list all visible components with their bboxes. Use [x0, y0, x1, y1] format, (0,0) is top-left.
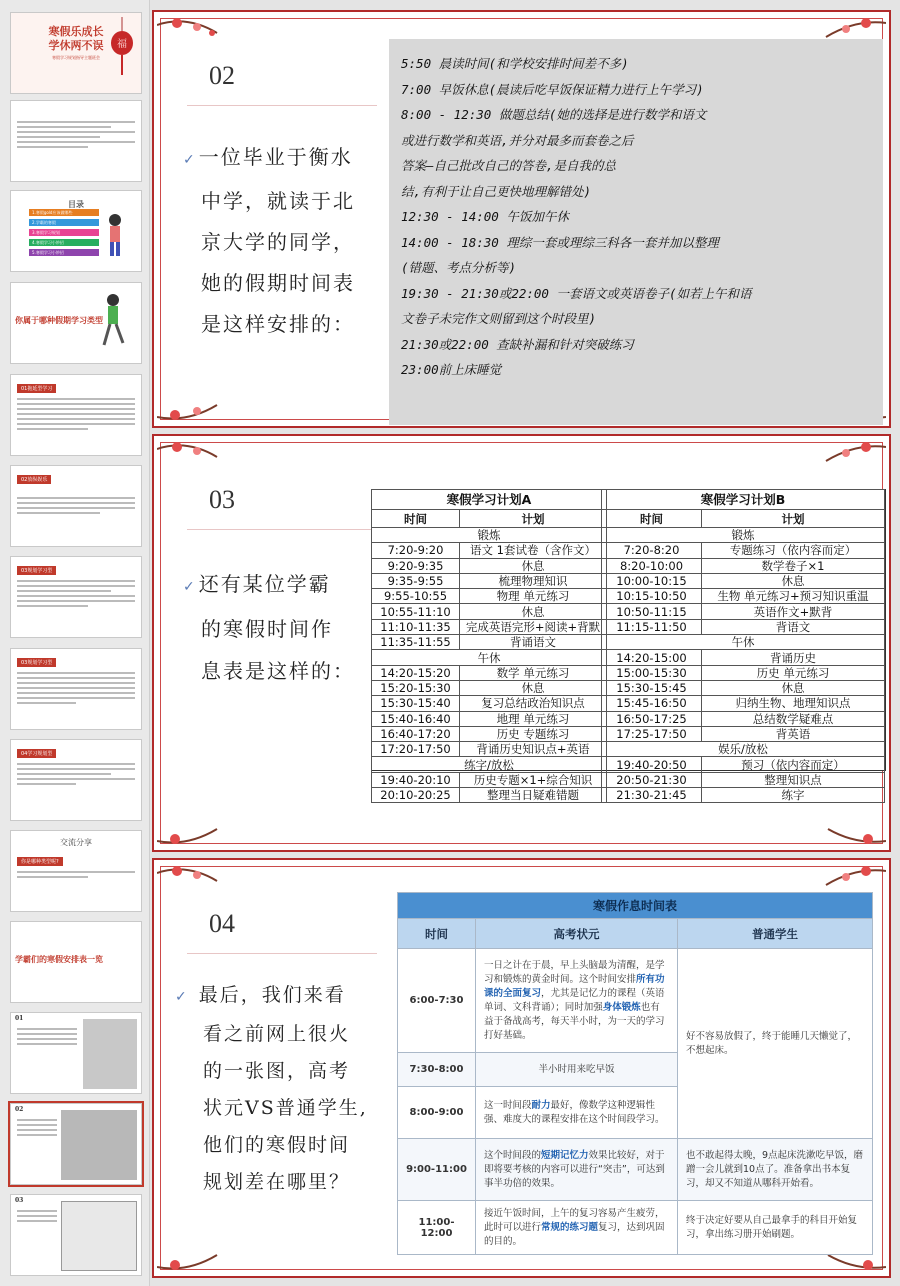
cell-text: 这一时间段: [484, 1099, 532, 1111]
lantern-icon: [107, 17, 137, 77]
plan-task: 背语文: [702, 619, 885, 634]
toc-item: 5.寒假学习小妙招: [29, 249, 99, 256]
plan-task: 历史 单元练习: [702, 665, 885, 680]
col-plan: 计划: [460, 510, 607, 528]
table-row: [398, 949, 873, 1053]
plan-row: [372, 788, 607, 803]
table-row: [398, 1201, 873, 1255]
cell-text: 复习，达到巩固的目的。: [484, 1221, 665, 1247]
plan-row: [372, 604, 607, 619]
plan-time: 15:20-15:30: [372, 680, 460, 695]
plan-row: [372, 665, 607, 680]
plan-time: 9:55-10:55: [372, 589, 460, 604]
plan-task: 生物 单元练习+预习知识重温: [702, 589, 885, 604]
plan-time: 10:00-10:15: [602, 573, 702, 588]
thumbnail-slide-9[interactable]: [10, 739, 142, 821]
plan-row: [602, 528, 885, 543]
plan-row: [372, 680, 607, 695]
handwriting-line: 或进行数学和英语,并分对最多而套卷之后: [401, 132, 634, 148]
plan-row: [372, 619, 607, 634]
thumb-image: [61, 1201, 137, 1271]
row-time: 7:30-8:00: [398, 1053, 476, 1087]
divider: [187, 953, 377, 954]
plan-time: 15:00-15:30: [602, 665, 702, 680]
thumbnail-slide-14[interactable]: [10, 1194, 142, 1276]
thumbnail-slide-10[interactable]: [10, 830, 142, 912]
col-time: 时间: [372, 510, 460, 528]
plan-task: 背英语: [702, 726, 885, 741]
plan-task: 地理 单元练习: [460, 711, 607, 726]
slide-frame: [160, 866, 883, 1270]
row-time: 8:00-9:00: [398, 1087, 476, 1139]
plan-row: [602, 604, 885, 619]
divider: [187, 105, 377, 106]
handwriting-line: (错题、考点分析等): [401, 260, 517, 275]
body-line: 一位毕业于衡水: [198, 145, 353, 169]
thumb-title-line1: 寒假乐成长: [48, 25, 104, 38]
plan-task: 背诵语文: [460, 635, 607, 650]
plan-time: 15:30-15:40: [372, 696, 460, 711]
body-line: 息表是这样的：: [201, 659, 355, 683]
plan-row: [372, 589, 607, 604]
plan-task: 背诵历史知识点+英语: [460, 742, 607, 757]
thumbnail-slide-3[interactable]: [10, 190, 142, 272]
cell-text: ，尤其是记忆力的课程（英语单词、文科背诵）；同时加强: [484, 987, 665, 1013]
plum-blossom-decoration: [157, 863, 227, 903]
plan-task: 总结数学疑难点: [702, 711, 885, 726]
toc-item: 1.寒假gold应该做哪些: [29, 209, 99, 216]
thumb-title-line2: 学休两不误: [48, 39, 104, 52]
handwriting-line: 23:00前上床睡觉: [401, 362, 502, 377]
thumb-tag: 02放纵娱乐: [17, 475, 51, 484]
plan-task: 休息: [702, 573, 885, 588]
plan-time: 10:15-10:50: [602, 589, 702, 604]
row-normal-student: 好不容易放假了，终于能睡几天懒觉了，不想起床。: [678, 949, 873, 1139]
plan-time: 20:50-21:30: [602, 772, 702, 787]
plan-time: 7:20-9:20: [372, 543, 460, 558]
handwriting-line: 答案—自己批改自己的答卷,是自我的总: [401, 158, 617, 173]
plan-row: [372, 573, 607, 588]
plan-row: [602, 696, 885, 711]
plan-activity: 午休: [602, 635, 885, 650]
toc-item: 3.寒假学习规划: [29, 229, 99, 236]
thumb-number: 02: [15, 1106, 24, 1113]
plum-blossom-decoration: [816, 807, 886, 847]
body-line: 她的假期时间表: [201, 271, 355, 295]
plan-row: [602, 573, 885, 588]
cell-text: 也有益于备战高考，每天半小时，为一天的学习打好基础。: [484, 1001, 665, 1041]
plan-task: 休息: [460, 604, 607, 619]
plan-task: 休息: [702, 680, 885, 695]
runner-figure-icon: [99, 293, 127, 353]
plan-time: 10:50-11:15: [602, 604, 702, 619]
plan-task: 归纳生物、地理知识点: [702, 696, 885, 711]
thumb-section-title: 学霸们的寒假安排表一览: [15, 954, 103, 964]
handwriting-line: 8:00 - 12:30 做题总结(她的选择是进行数学和语文: [401, 107, 707, 122]
plum-blossom-decoration: [816, 439, 886, 479]
thumbnail-slide-2[interactable]: [10, 100, 142, 182]
plan-time: 11:15-11:50: [602, 619, 702, 634]
study-plan-b-table: [601, 489, 885, 803]
row-top-scorer: [476, 949, 678, 1053]
body-line: 还有某位学霸: [198, 572, 331, 596]
plan-task: 数学卷子×1: [702, 558, 885, 573]
thumb-section-title: 你属于哪种假期学习类型: [15, 315, 103, 325]
plan-activity: 午休: [372, 650, 607, 665]
handwriting-line: 12:30 - 14:00 午饭加午休: [401, 209, 569, 224]
checkmark-icon: ✓: [183, 579, 197, 595]
col-plan: 计划: [702, 510, 885, 528]
slide-body-text: [183, 137, 355, 345]
plan-time: 16:50-17:25: [602, 711, 702, 726]
plan-time: 17:25-17:50: [602, 726, 702, 741]
handwriting-line: 7:00 早饭休息(晨读后吃早饭保证精力进行上午学习): [401, 81, 704, 97]
plan-time: 10:55-11:10: [372, 604, 460, 619]
plum-blossom-decoration: [157, 439, 227, 479]
cell-text: 这个时间段的: [484, 1149, 542, 1161]
plan-row: [372, 558, 607, 573]
slide-number: 02: [209, 61, 235, 90]
plan-task: 预习（依内容而定）: [702, 757, 885, 772]
svg-text:福: 福: [117, 39, 127, 50]
plan-row: [602, 650, 885, 665]
plan-row: [602, 680, 885, 695]
body-line: 看之前网上很火: [203, 1023, 351, 1045]
plan-activity: 锻炼: [372, 528, 607, 543]
slide-frame: [160, 442, 883, 844]
body-line: 的寒假时间作: [201, 617, 333, 641]
slide-03: [152, 434, 891, 852]
thumbnail-slide-12[interactable]: [10, 1012, 142, 1094]
thumb-subtitle: 寒假学习规划指导主题班会: [52, 55, 100, 60]
plan-time: 21:30-21:45: [602, 788, 702, 803]
thumb-number: 03: [15, 1197, 24, 1204]
row-time: 11:00-12:00: [398, 1201, 476, 1255]
plan-row: [602, 635, 885, 650]
plan-time: 7:20-8:20: [602, 543, 702, 558]
plan-time: 9:20-9:35: [372, 558, 460, 573]
checkmark-icon: ✓: [175, 989, 189, 1005]
body-line: 最后，我们来看: [198, 984, 346, 1006]
row-top-scorer: [476, 1139, 678, 1201]
table-title: 寒假作息时间表: [398, 893, 873, 919]
cell-text: 效果比较好，对于即将要考核的内容可以进行“突击”，可达到事半功倍的效果。: [484, 1149, 665, 1189]
plan-row: [372, 528, 607, 543]
plan-activity: 锻炼: [602, 528, 885, 543]
divider: [187, 529, 377, 530]
handwriting-line: 文卷子未完作文则留到这个时段里): [401, 311, 597, 326]
plan-task: 休息: [460, 680, 607, 695]
cell-highlight: 短期记忆力: [541, 1149, 589, 1161]
plum-blossom-decoration: [157, 383, 227, 423]
plan-task: 英语作文+默背: [702, 604, 885, 619]
thumbnail-slide-11[interactable]: [10, 921, 142, 1003]
plan-task: 物理 单元练习: [460, 589, 607, 604]
plan-time: 19:40-20:10: [372, 772, 460, 787]
cell-highlight: 身体锻炼: [602, 1001, 641, 1013]
plan-time: 8:20-10:00: [602, 558, 702, 573]
plan-task: 练字: [702, 788, 885, 803]
thumb-title: 交流分享: [60, 838, 92, 847]
plan-task: 数学 单元练习: [460, 665, 607, 680]
plan-task: 专题练习（依内容而定）: [702, 543, 885, 558]
body-line: 状元VS普通学生,: [203, 1097, 368, 1119]
cell-text: 一日之计在于晨，早上头脑最为清醒，是学习和锻炼的黄金时间。这个时间安排: [484, 959, 665, 985]
body-line: 是这样安排的：: [201, 312, 355, 336]
handwriting-line: 5:50 晨读时间(和学校安排时间差不多): [401, 56, 629, 71]
plan-task: 整理当日疑难错题: [460, 788, 607, 803]
handwriting-line: 14:00 - 18:30 理综一套或理综三科各一套并加以整理: [401, 234, 719, 250]
plan-time: 9:35-9:55: [372, 573, 460, 588]
cell-highlight: 常规的练习题: [541, 1221, 599, 1233]
plan-time: 16:40-17:20: [372, 726, 460, 741]
plan-task: 休息: [460, 558, 607, 573]
study-plan-a-table: [371, 489, 607, 803]
handwriting-line: 结,有利于让自己更快地理解错处): [401, 183, 592, 199]
plan-task: 历史专题×1+综合知识: [460, 772, 607, 787]
thumbnail-slide-8[interactable]: [10, 648, 142, 730]
plan-activity: 练字/放松: [372, 757, 607, 772]
plan-a-title: 寒假学习计划A: [372, 490, 607, 510]
toc-item: 2.学霸的寒假: [29, 219, 99, 226]
thumb-tag: 你是哪种类型呢?: [17, 857, 63, 866]
col-time: 时间: [398, 919, 476, 949]
row-time: 6:00-7:30: [398, 949, 476, 1053]
handwritten-schedule-photo: [389, 39, 883, 425]
plan-row: [372, 543, 607, 558]
thumbnail-slide-6[interactable]: [10, 465, 142, 547]
slide-number: 04: [209, 909, 235, 938]
thumb-number: 01: [15, 1015, 24, 1022]
thumb-toc-label: 目录: [68, 199, 84, 209]
plan-time: 20:10-20:25: [372, 788, 460, 803]
row-normal-student: 也不敢起得太晚，9点起床洗漱吃早饭，磨蹭一会儿就到10点了。准备拿出书本复习，却又不知道从哪科开始看。: [678, 1139, 873, 1201]
plum-blossom-decoration: [157, 15, 227, 55]
row-normal-student: 终于决定好要从自己最拿手的科目开始复习，拿出练习册开始刷题。: [678, 1201, 873, 1255]
row-top-scorer: [476, 1087, 678, 1139]
thumb-toc-list: [29, 209, 99, 259]
slide-02: [152, 10, 891, 428]
plan-row: [372, 650, 607, 665]
plan-task: 梳理物理知识: [460, 573, 607, 588]
plan-b-title: 寒假学习计划B: [602, 490, 885, 510]
plan-row: [602, 558, 885, 573]
slide-thumbnail-panel: [0, 0, 150, 1286]
girl-figure-icon: [103, 213, 127, 259]
cell-highlight: 耐力: [531, 1099, 551, 1111]
cell-highlight: 所有功课的全面复习: [484, 973, 665, 999]
plan-task: 语文 1套试卷（含作文）: [460, 543, 607, 558]
col-top-scorer: 高考状元: [476, 919, 678, 949]
body-line: 京大学的同学，: [201, 230, 355, 254]
plan-time: 11:35-11:55: [372, 635, 460, 650]
thumbnail-slide-5[interactable]: [10, 374, 142, 456]
plan-row: [372, 757, 607, 772]
plan-time: 14:20-15:20: [372, 665, 460, 680]
plan-task: 历史 专题练习: [460, 726, 607, 741]
plan-row: [602, 589, 885, 604]
plan-row: [602, 772, 885, 787]
plan-time: 17:20-17:50: [372, 742, 460, 757]
checkmark-icon: ✓: [183, 152, 197, 168]
thumbnail-slide-4[interactable]: [10, 282, 142, 364]
plan-row: [372, 772, 607, 787]
plan-row: [372, 742, 607, 757]
thumb-tag: 01拖延型学习: [17, 384, 56, 393]
body-line: 中学，就读于北: [201, 189, 355, 213]
plan-time: 19:40-20:50: [602, 757, 702, 772]
thumbnail-slide-13[interactable]: [10, 1103, 142, 1185]
plan-activity: 娱乐/放松: [602, 742, 885, 757]
thumb-image: [83, 1019, 137, 1089]
plan-time: 11:10-11:35: [372, 619, 460, 634]
plan-time: 15:45-16:50: [602, 696, 702, 711]
plan-row: [602, 726, 885, 741]
handwriting-line: 19:30 - 21:30或22:00 一套语文或英语卷子(如若上午和语: [401, 285, 752, 301]
plan-row: [602, 619, 885, 634]
slide-frame: [160, 18, 883, 420]
schedule-comparison-table: [397, 892, 873, 1255]
col-normal-student: 普通学生: [678, 919, 873, 949]
plum-blossom-decoration: [157, 1233, 227, 1273]
thumb-tag: 04学习规划型: [17, 749, 56, 758]
plan-time: 15:40-16:40: [372, 711, 460, 726]
plum-blossom-decoration: [157, 807, 227, 847]
row-top-scorer: [476, 1201, 678, 1255]
toc-item: 4.寒假学习小妙招: [29, 239, 99, 246]
thumb-image: [61, 1110, 137, 1180]
slide-number: 03: [209, 485, 235, 514]
plan-row: [372, 726, 607, 741]
plan-row: [602, 665, 885, 680]
plan-task: 完成英语完形+阅读+背默: [460, 619, 607, 634]
plan-row: [602, 711, 885, 726]
cell-text: 接近午饭时间，上午的复习容易产生疲劳，此时可以进行: [484, 1207, 665, 1233]
col-time: 时间: [602, 510, 702, 528]
table-row: [398, 1139, 873, 1201]
plan-task: 整理知识点: [702, 772, 885, 787]
row-top-scorer: 半小时用来吃早饭: [476, 1053, 678, 1087]
thumbnail-slide-1[interactable]: [10, 12, 142, 94]
body-line: 的一张图，高考: [203, 1060, 351, 1082]
row-time: 9:00-11:00: [398, 1139, 476, 1201]
slide-04: [152, 858, 891, 1278]
plan-row: [372, 696, 607, 711]
plan-row: [602, 742, 885, 757]
slide-body-text: [175, 977, 368, 1201]
plan-time: 15:30-15:45: [602, 680, 702, 695]
thumbnail-slide-7[interactable]: [10, 556, 142, 638]
plan-row: [602, 788, 885, 803]
plan-task: 复习总结政治知识点: [460, 696, 607, 711]
body-line: 他们的寒假时间: [203, 1134, 351, 1156]
thumb-tag: 03规划学习型: [17, 658, 56, 667]
handwriting-line: 21:30或22:00 查缺补漏和针对突破练习: [401, 336, 634, 352]
plan-row: [602, 543, 885, 558]
plan-row: [372, 711, 607, 726]
thumb-tag: 03规划学习型: [17, 566, 56, 575]
plan-time: 14:20-15:00: [602, 650, 702, 665]
plan-row: [602, 757, 885, 772]
plan-task: 背诵历史: [702, 650, 885, 665]
slide-body-text: [183, 563, 355, 692]
cell-text: 最好，像数学这种逻辑性强、难度大的课程安排在这个时间段学习。: [484, 1099, 665, 1125]
plan-row: [372, 635, 607, 650]
body-line: 规划差在哪里？: [203, 1171, 351, 1193]
